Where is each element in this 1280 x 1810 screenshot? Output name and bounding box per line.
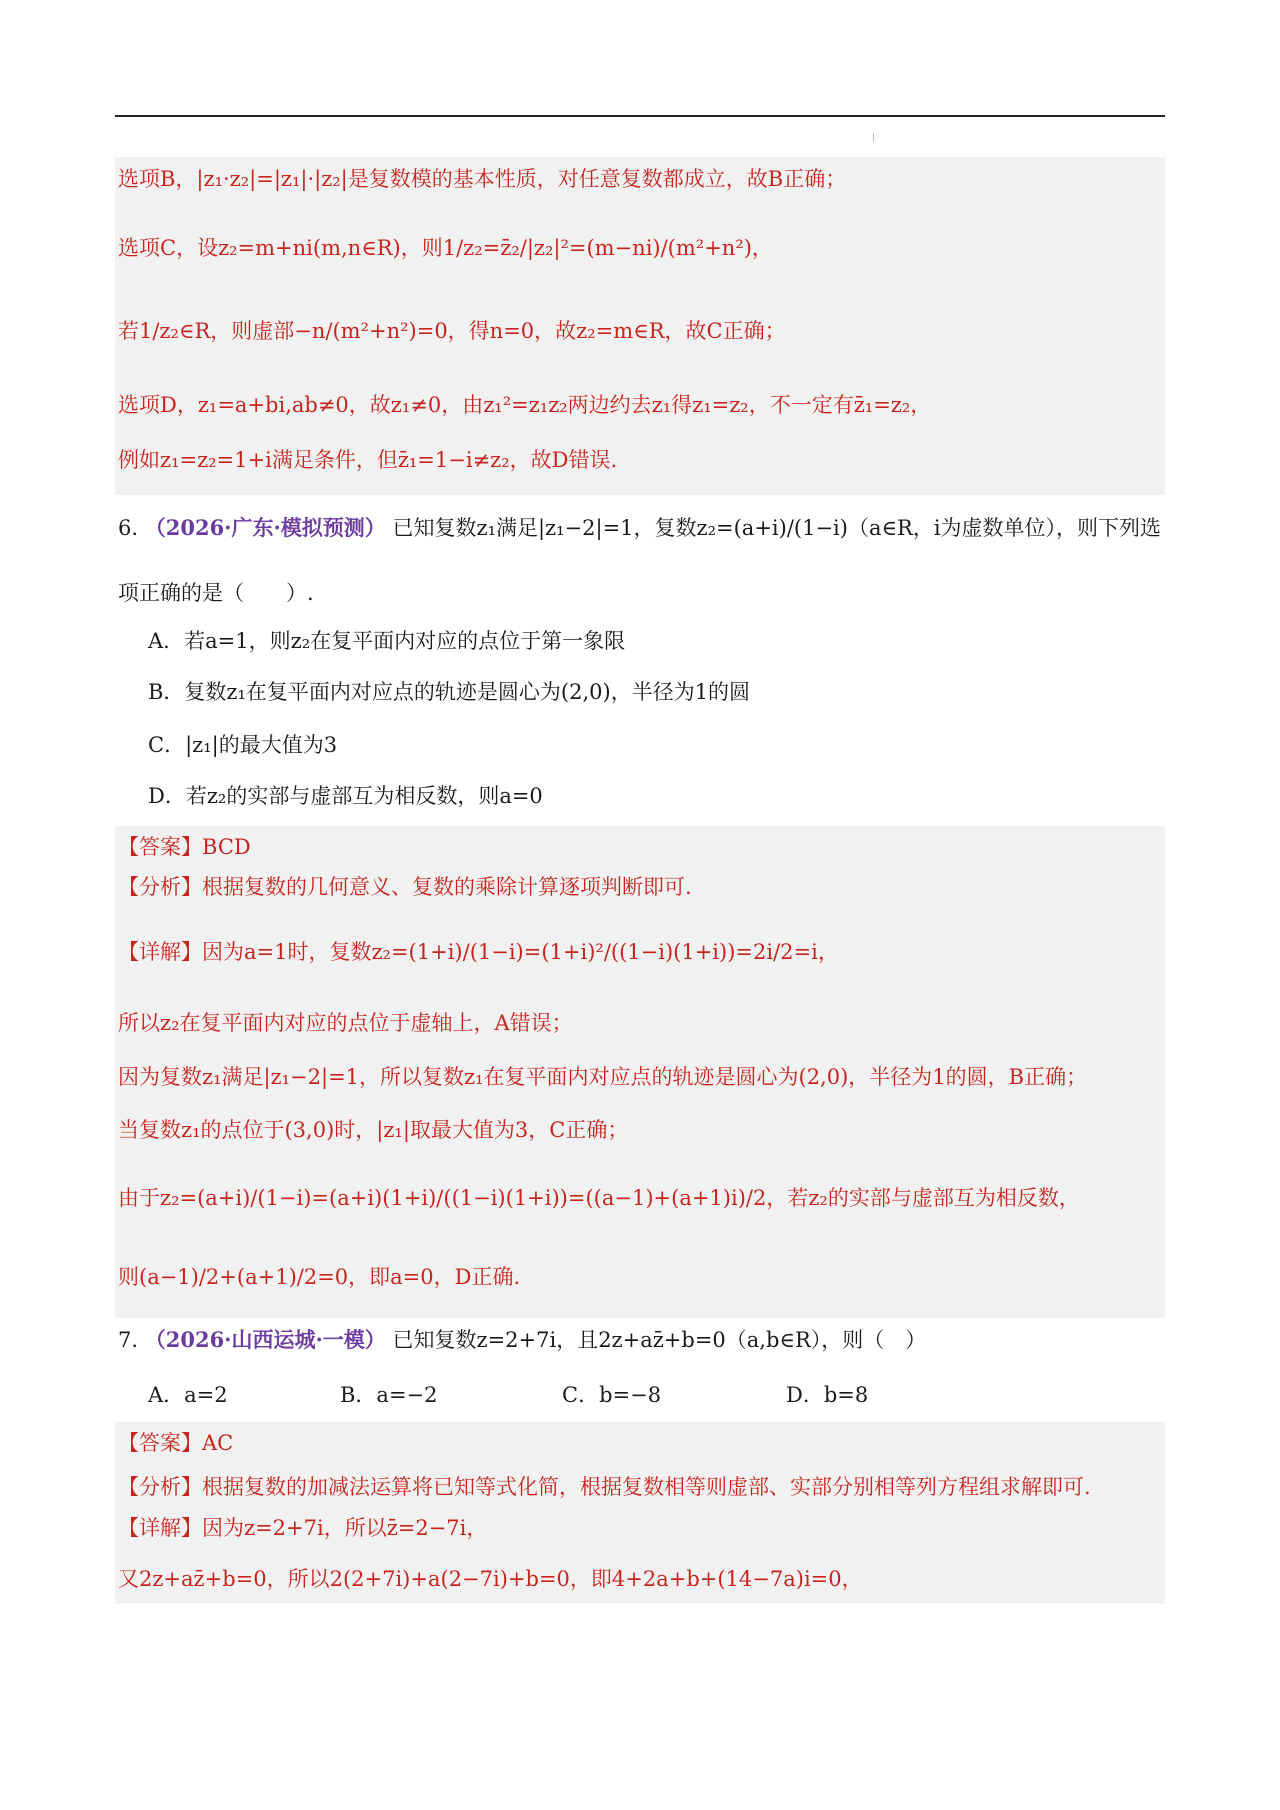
q6-detail-4: 当复数z₁的点位于(3,0)时，|z₁|取最大值为3，C正确； <box>118 1118 629 1142</box>
q6-option-a: A．若a=1，则z₂在复平面内对应的点位于第一象限 <box>148 629 626 653</box>
sol5-option-c-line2: 若1/z₂∈R，则虚部−n/(m²+n²)=0，得n=0，故z₂=m∈R，故C正确； <box>118 319 786 343</box>
sol5-option-b: 选项B，|z₁·z₂|=|z₁|·|z₂|是复数模的基本性质，对任意复数都成立，故B正确； <box>118 167 847 191</box>
q6-detail-3: 因为复数z₁满足|z₁−2|=1，所以复数z₁在复平面内对应点的轨迹是圆心为(2,0)，半径为1的圆，B正确； <box>118 1065 1088 1089</box>
q7-detail-2: 又2z+az̄+b=0，所以2(2+7i)+a(2−7i)+b=0，即4+2a+b+(14−7a)i=0， <box>118 1567 863 1591</box>
q7-detail-1: 【详解】因为z=2+7i，所以z̄=2−7i， <box>118 1516 488 1540</box>
q7-option-a: A．a=2 <box>148 1383 228 1407</box>
q7-option-d: D．b=8 <box>786 1383 869 1407</box>
q6-detail-2: 所以z₂在复平面内对应的点位于虚轴上，A错误； <box>118 1011 573 1035</box>
q6-analysis: 【分析】根据复数的几何意义、复数的乘除计算逐项判断即可. <box>118 875 692 899</box>
q6-stem: 已知复数z₁满足|z₁−2|=1，复数z₂=(a+i)/(1−i)（a∈R，i为虚数单位），则下列选 <box>392 516 1162 540</box>
q6-stem-line2: 项正确的是（ ）. <box>118 581 314 605</box>
q7-answer: 【答案】AC <box>118 1431 234 1455</box>
q6-detail-1: 【详解】因为a=1时，复数z₂=(1+i)/(1−i)=(1+i)²/((1−i)(1+i))=2i/2=i， <box>118 940 839 964</box>
q7-stem-text: 已知复数z=2+7i，且2z+az̄+b=0（a,b∈R），则（ ） <box>392 1328 927 1352</box>
q7-source: （2026·山西运城·一模） <box>144 1327 386 1352</box>
q6-detail-6: 则(a−1)/2+(a+1)/2=0，即a=0，D正确. <box>118 1265 521 1289</box>
q6-option-d: D．若z₂的实部与虚部互为相反数，则a=0 <box>148 784 543 808</box>
q6-number: 6. <box>118 516 139 540</box>
q6-option-c: C．|z₁|的最大值为3 <box>148 733 338 757</box>
sol5-option-c-line1: 选项C，设z₂=m+ni(m,n∈R)，则1/z₂=z̄₂/|z₂|²=(m−ni)/(m²+n²)， <box>118 236 773 260</box>
sol5-option-d-line1: 选项D，z₁=a+bi,ab≠0，故z₁≠0，由z₁²=z₁z₂两边约去z₁得z₁=z₂，不一定有z̄₁=z₂， <box>118 393 932 417</box>
q7-stem <box>118 1325 926 1355</box>
header-mark <box>873 133 874 142</box>
sol5-option-d-line2: 例如z₁=z₂=1+i满足条件，但z̄₁=1−i≠z₂，故D错误. <box>118 448 618 472</box>
q6-detail-5: 由于z₂=(a+i)/(1−i)=(a+i)(1+i)/((1−i)(1+i))=((a−1)+(a+1)i)/2，若z₂的实部与虚部互为相反数， <box>118 1186 1080 1210</box>
q6-option-b: B．复数z₁在复平面内对应点的轨迹是圆心为(2,0)，半径为1的圆 <box>148 680 751 704</box>
q7-analysis: 【分析】根据复数的加减法运算将已知等式化简，根据复数相等则虚部、实部分别相等列方程组求解即可. <box>118 1475 1091 1499</box>
q6-answer: 【答案】BCD <box>118 835 251 859</box>
q7-option-c: C．b=−8 <box>562 1383 662 1407</box>
q6-stem-line1 <box>118 513 1161 543</box>
header-rule <box>115 115 1165 117</box>
q7-number: 7. <box>118 1328 139 1352</box>
q6-source: （2026·广东·模拟预测） <box>144 515 386 540</box>
q7-option-b: B．a=−2 <box>340 1383 438 1407</box>
